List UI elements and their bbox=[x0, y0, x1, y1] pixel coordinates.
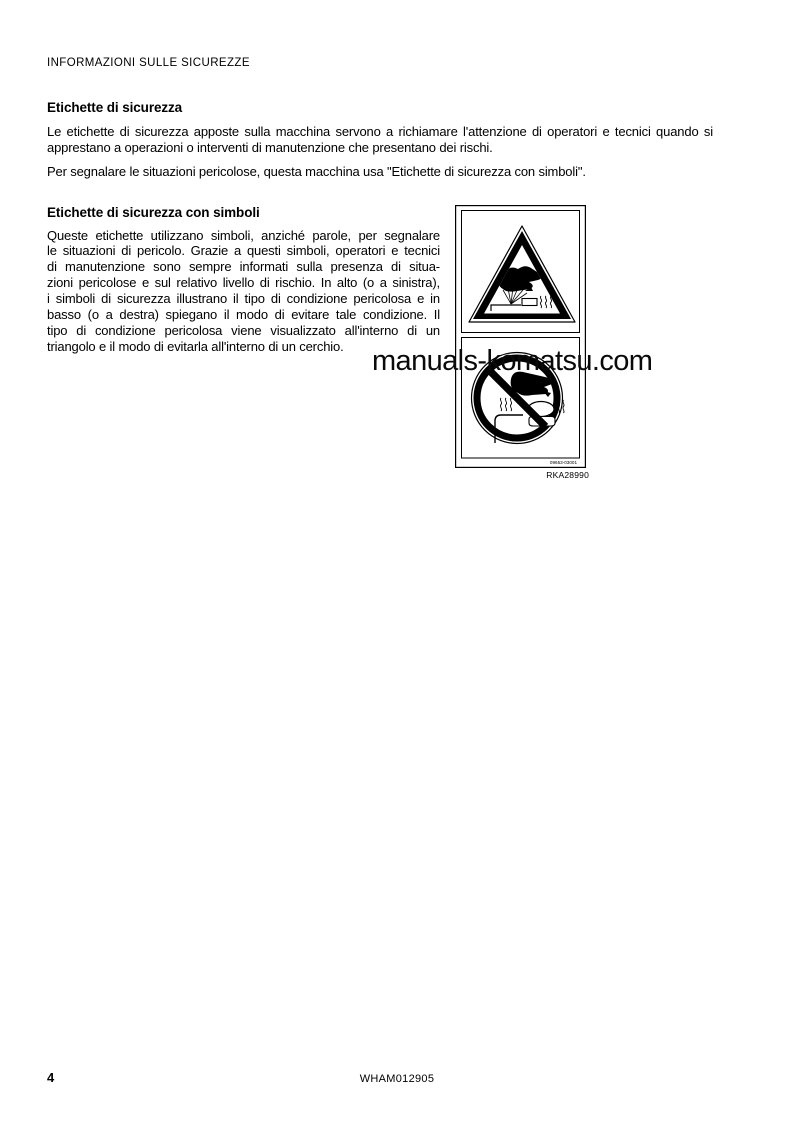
page-number: 4 bbox=[47, 1070, 55, 1085]
document-code: WHAM012905 bbox=[359, 1073, 435, 1085]
paragraph-etichette-1 bbox=[47, 124, 713, 156]
paragraph-etichette-2: Per segnalare le situazioni pericolose, questa macchina usa "Etichette di sicurezza con simboli". bbox=[47, 164, 586, 179]
paragraph-line: di manutenzione sono sempre informati sulla presenza di situa- bbox=[47, 259, 440, 275]
paragraph-line: apprestano a operazioni o interventi di manutenzione che presentano dei rischi. bbox=[47, 140, 493, 155]
section-title-simboli: Etichette di sicurezza con simboli bbox=[47, 205, 260, 220]
paragraph-line: Queste etichette utilizzano simboli, anziché parole, per segnalare bbox=[47, 227, 440, 243]
paragraph-line: tipo di condizione pericolosa viene visualizzato all'interno di un bbox=[47, 322, 440, 338]
section-title-etichette: Etichette di sicurezza bbox=[47, 100, 183, 115]
paragraph-simboli bbox=[47, 228, 440, 355]
paragraph-line: basso (o a destra) spiegano il modo di evitare tale condizione. Il bbox=[47, 307, 440, 323]
paragraph-line: le situazioni di pericolo. Grazie a questi simboli, operatori e tecnici bbox=[47, 243, 440, 259]
running-header: INFORMAZIONI SULLE SICUREZZE bbox=[47, 57, 250, 69]
paragraph-line: i simboli di sicurezza illustrano il tipo di condizione pericolosa e in bbox=[47, 291, 440, 307]
label-code-caption: RKA28990 bbox=[546, 470, 589, 480]
safety-label-drawing bbox=[455, 205, 586, 468]
paragraph-line: triangolo e il modo di evitarla all'interno di un cerchio. bbox=[47, 338, 344, 354]
paragraph-line: zioni pericolose e sul relativo livello di rischio. In alto (o a sinistra), bbox=[47, 275, 440, 291]
safety-label-figure bbox=[455, 205, 586, 468]
watermark-text: manuals-komatsu.com bbox=[372, 345, 653, 377]
label-part-number: 09653-03001 bbox=[549, 460, 577, 465]
paragraph-line: Le etichette di sicurezza apposte sulla macchina servono a richiamare l'attenzione di operatori e tecnici quando si bbox=[47, 124, 713, 139]
